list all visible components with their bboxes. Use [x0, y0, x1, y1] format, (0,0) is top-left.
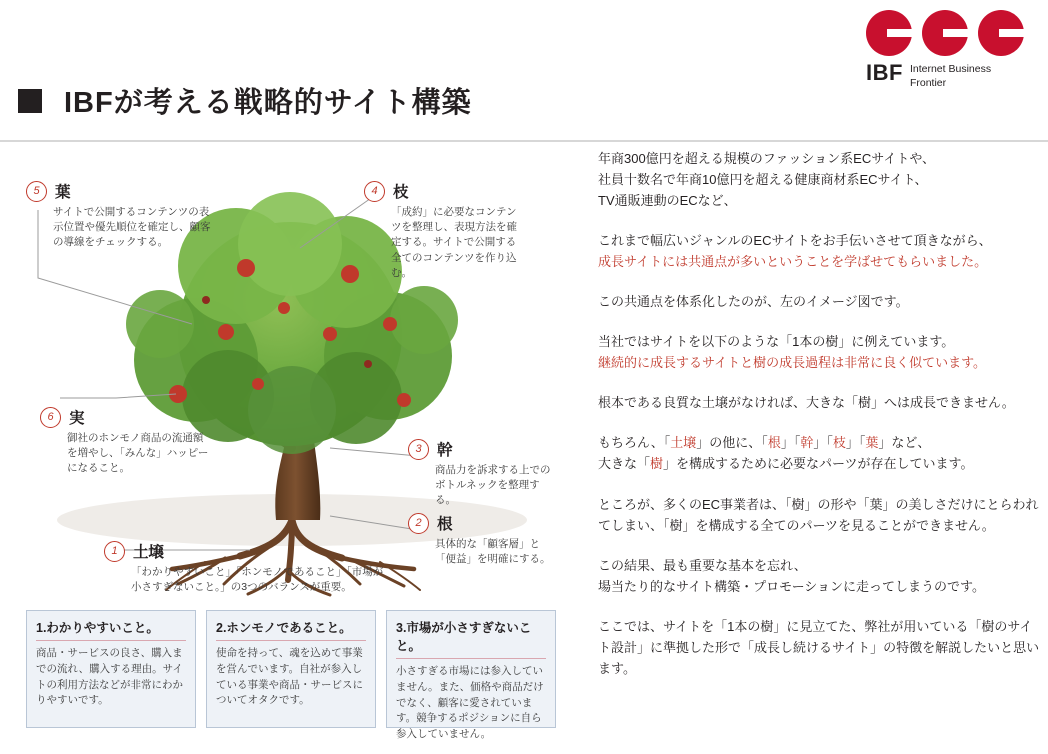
paragraph-1 [598, 148, 1040, 211]
callout-leaf-head [26, 180, 216, 202]
header-divider [0, 140, 1048, 142]
info-box-1-body: 商品・サービスの良さ、購入までの流れ、購入する理由。サイトの利用方法などが非常にわかりやすいです。 [36, 647, 183, 707]
callout-soil-body: 「わかりやすいこと」「ホンモノであること」「市場が小さすぎないこと。」の3つのバランスが重要。 [131, 566, 384, 594]
keyword-branch: 枝 [832, 435, 846, 451]
p6-line1c: 」「 [780, 435, 801, 451]
p6-line1b: 」の他に、「 [696, 435, 768, 451]
info-box-3-body: 小さすぎる市場には参入していません。また、価格や商品だけでなく、顧客に愛されています。競争するポジションに自ら参入していません。 [396, 665, 544, 740]
p9-line1: ここでは、サイトを「1本の樹」に見立てた、弊社が用いている「樹のサイ [598, 618, 1033, 634]
info-box-1-title: 1.わかりやすいこと。 [36, 618, 186, 641]
callout-trunk-title: 幹 [437, 442, 453, 459]
paragraph-5 [598, 392, 1040, 413]
bullet-square-icon [18, 89, 42, 113]
callout-soil-title: 土壌 [133, 544, 165, 561]
info-box-3 [386, 610, 556, 740]
p5-line1: 根本である良質な土壌がなければ、大きな「樹」へは成長できません。 [598, 395, 1015, 411]
logo-tagline-line2: Frontier [909, 77, 947, 90]
callout-fruit-title: 実 [69, 410, 85, 427]
callout-root-body: 具体的な「顧客層」と「便益」を明確にする。 [435, 538, 551, 566]
p9-line3: ます。 [598, 660, 636, 676]
callout-leaf-body: サイトで公開するコンテンツの表示位置や優先順位を確定し、顧客の導線をチェックする。 [53, 206, 211, 249]
callout-trunk [408, 438, 558, 509]
logo-c-icon-1 [866, 10, 912, 56]
p6-line2b: 」を構成するために必要なパーツが存在しています。 [663, 456, 974, 472]
callout-soil [104, 540, 384, 595]
paragraph-2 [598, 230, 1040, 272]
callout-root-head [408, 512, 558, 534]
info-box-2 [206, 610, 376, 728]
p7-line2: てしまい、「樹」を構成する全てのパーツを見ることができません。 [598, 517, 995, 533]
p4-line1: 当社ではサイトを以下のような「1本の樹」に例えています。 [598, 334, 955, 350]
callout-fruit-number: 6 [40, 407, 61, 428]
page-title: IBFが考える戦略的サイト構築 [64, 87, 472, 119]
logo-c-icon-3 [978, 10, 1024, 56]
callout-branch [364, 180, 524, 281]
callout-fruit [40, 406, 210, 477]
logo-mark-group [866, 10, 1036, 55]
paragraph-3 [598, 291, 1040, 312]
p7-line1: ところが、多くのEC事業者は、「樹」の形や「葉」の美しさだけにとらわれ [598, 496, 1039, 512]
p8-line2: 場当たり的なサイト構築・プロモーションに走ってしまうのです。 [598, 578, 986, 594]
callout-trunk-head [408, 438, 558, 460]
callout-branch-number: 4 [364, 181, 385, 202]
callout-root [408, 512, 558, 567]
keyword-tree: 樹 [650, 456, 664, 472]
callout-branch-head [364, 180, 524, 202]
page-title-bar [18, 80, 472, 121]
callout-leaf [26, 180, 216, 251]
explanation-panel [598, 148, 1040, 698]
p6-line1f: 」など、 [878, 435, 931, 451]
info-box-2-title: 2.ホンモノであること。 [216, 618, 366, 641]
callout-branch-body: 「成約」に必要なコンテンツを整理し、表現方法を確定する。サイトで公開する全てのコンテンツを作り込む。 [391, 206, 517, 279]
paragraph-7 [598, 494, 1040, 536]
p6-line1d: 」「 [813, 435, 833, 451]
paragraph-9 [598, 616, 1040, 679]
callout-leaf-title: 葉 [55, 184, 71, 201]
p1-line3: TV通販連動のECなど、 [598, 193, 737, 209]
p2-line1: これまで幅広いジャンルのECサイトをお手伝いさせて頂きながら、 [598, 233, 992, 249]
logo-tagline-line1: Internet Business [909, 63, 992, 75]
callout-fruit-body: 御社のホンモノ商品の流通額を増やし、「みんな」ハッピーになること。 [67, 432, 209, 475]
paragraph-6 [598, 432, 1040, 474]
logo-name: IBF [866, 60, 903, 85]
logo-tagline [910, 62, 991, 90]
logo-c-icon-2 [922, 10, 968, 56]
p6-line1a: もちろん、「 [598, 435, 671, 451]
p1-line1: 年商300億円を超える規模のファッション系ECサイトや、 [598, 151, 936, 166]
callout-soil-head [104, 540, 384, 562]
p4-line2-highlight: 継続的に成長するサイトと樹の成長過程は非常に良く似ています。 [598, 355, 987, 371]
p2-line2-highlight: 成長サイトには共通点が多いということを学ばせてもらいました。 [598, 254, 988, 270]
paragraph-8 [598, 555, 1040, 597]
paragraph-4 [598, 331, 1040, 373]
ibf-logo [866, 10, 1036, 100]
keyword-leaf: 葉 [865, 435, 879, 451]
p3-line1: この共通点を体系化したのが、左のイメージ図です。 [598, 294, 909, 310]
keyword-root: 根 [767, 435, 781, 451]
callout-fruit-head [40, 406, 210, 428]
logo-text-group [866, 62, 1036, 90]
p6-line1e: 」「 [845, 435, 866, 451]
keyword-trunk: 幹 [800, 435, 814, 451]
callout-soil-number: 1 [104, 541, 125, 562]
callout-leaf-number: 5 [26, 181, 47, 202]
info-box-2-body: 使命を持って、魂を込めて事業を営んでいます。自社が参入している事業や商品・サービスについてオタクです。 [216, 647, 363, 707]
p8-line1: この結果、最も重要な基本を忘れ、 [598, 557, 807, 573]
p6-line2a: 大きな「 [598, 456, 651, 472]
info-box-3-title: 3.市場が小さすぎないこと。 [396, 618, 546, 659]
callout-trunk-body: 商品力を訴求する上でのボトルネックを整理する。 [435, 464, 551, 507]
callout-root-number: 2 [408, 513, 429, 534]
callout-root-title: 根 [437, 516, 453, 533]
info-box-1 [26, 610, 196, 728]
tree-diagram-panel [0, 148, 588, 754]
p1-line2: 社員十数名で年商10億円を超える健康商材系ECサイト、 [598, 172, 928, 188]
soil-balance-boxes [26, 610, 556, 740]
callout-trunk-number: 3 [408, 439, 429, 460]
p9-line2: ト設計」に準拠した形で「成長し続けるサイト」の特徴を解説したいと思い [598, 639, 1040, 655]
callout-branch-title: 枝 [393, 184, 409, 201]
keyword-soil: 土壌 [670, 435, 697, 451]
